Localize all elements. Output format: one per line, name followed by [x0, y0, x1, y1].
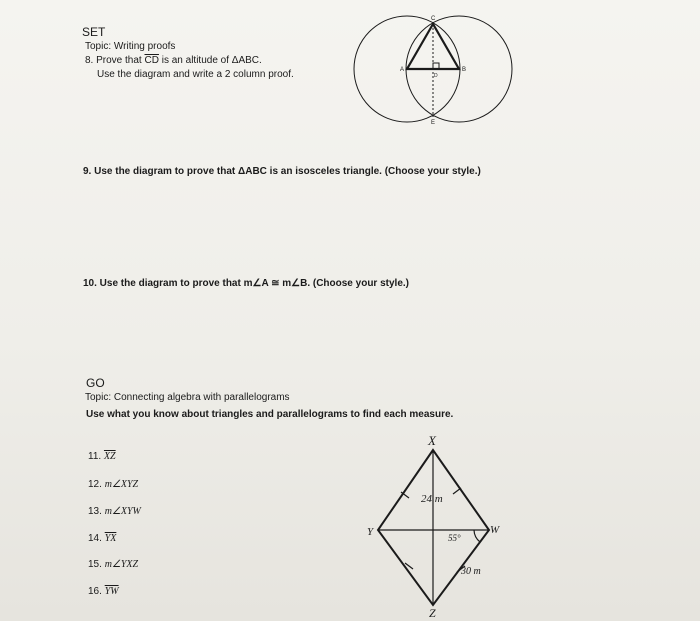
go-instruction: Use what you know about triangles and parallelograms to find each measure. [86, 409, 454, 420]
question-8-text-b: is an altitude of ΔABC. [161, 55, 262, 66]
angle-arc [474, 530, 480, 542]
angle-label-55: 55° [448, 533, 461, 543]
question-10: 10. Use the diagram to prove that m∠A ≅ m∠B. (Choose your style.) [83, 278, 410, 289]
measure-number: 12. [88, 479, 102, 490]
question-8-number: 8. [85, 55, 94, 66]
measure-expression: $\overline{YW}$ [104, 586, 119, 597]
set-heading: SET [82, 25, 106, 39]
measure-number: 14. [88, 533, 102, 544]
measure-expression: m∠XYW [104, 506, 141, 517]
label-w: W [490, 524, 500, 536]
label-x: X [428, 433, 436, 448]
question-9: 9. Use the diagram to prove that ΔABC is an isosceles triangle. (Choose your style.) [83, 166, 481, 177]
measure-number: 16. [88, 586, 102, 597]
question-8-text-a: Prove that [96, 55, 142, 66]
measure-expression: m∠YXZ [104, 559, 139, 570]
measure-number: 15. [88, 559, 102, 570]
length-label-24m: 24 m [421, 493, 443, 505]
length-label-30m: 30 m [461, 566, 481, 577]
label-e: E [431, 120, 436, 126]
go-topic: Topic: Connecting algebra with parallelograms [85, 392, 290, 403]
label-c: C [431, 16, 436, 22]
label-b: B [462, 67, 467, 73]
measure-expression: m∠XYZ [104, 479, 139, 490]
set-topic: Topic: Writing proofs [85, 41, 176, 52]
label-y: Y [367, 526, 374, 538]
tick-mark [453, 488, 461, 494]
measure-expression: $\overline{YX}$ [104, 533, 117, 544]
label-d: D [434, 73, 438, 79]
label-z: Z [429, 606, 436, 620]
measure-number: 11. [88, 451, 102, 462]
label-a: A [400, 67, 405, 73]
measure-number: 13. [88, 506, 102, 517]
question-8-line2: Use the diagram and write a 2 column proof. [97, 69, 294, 80]
question-8-segment: $\overline{CD}$ [144, 55, 159, 66]
go-heading: GO [86, 376, 105, 390]
measure-expression: $\overline{XZ}$ [103, 451, 116, 462]
